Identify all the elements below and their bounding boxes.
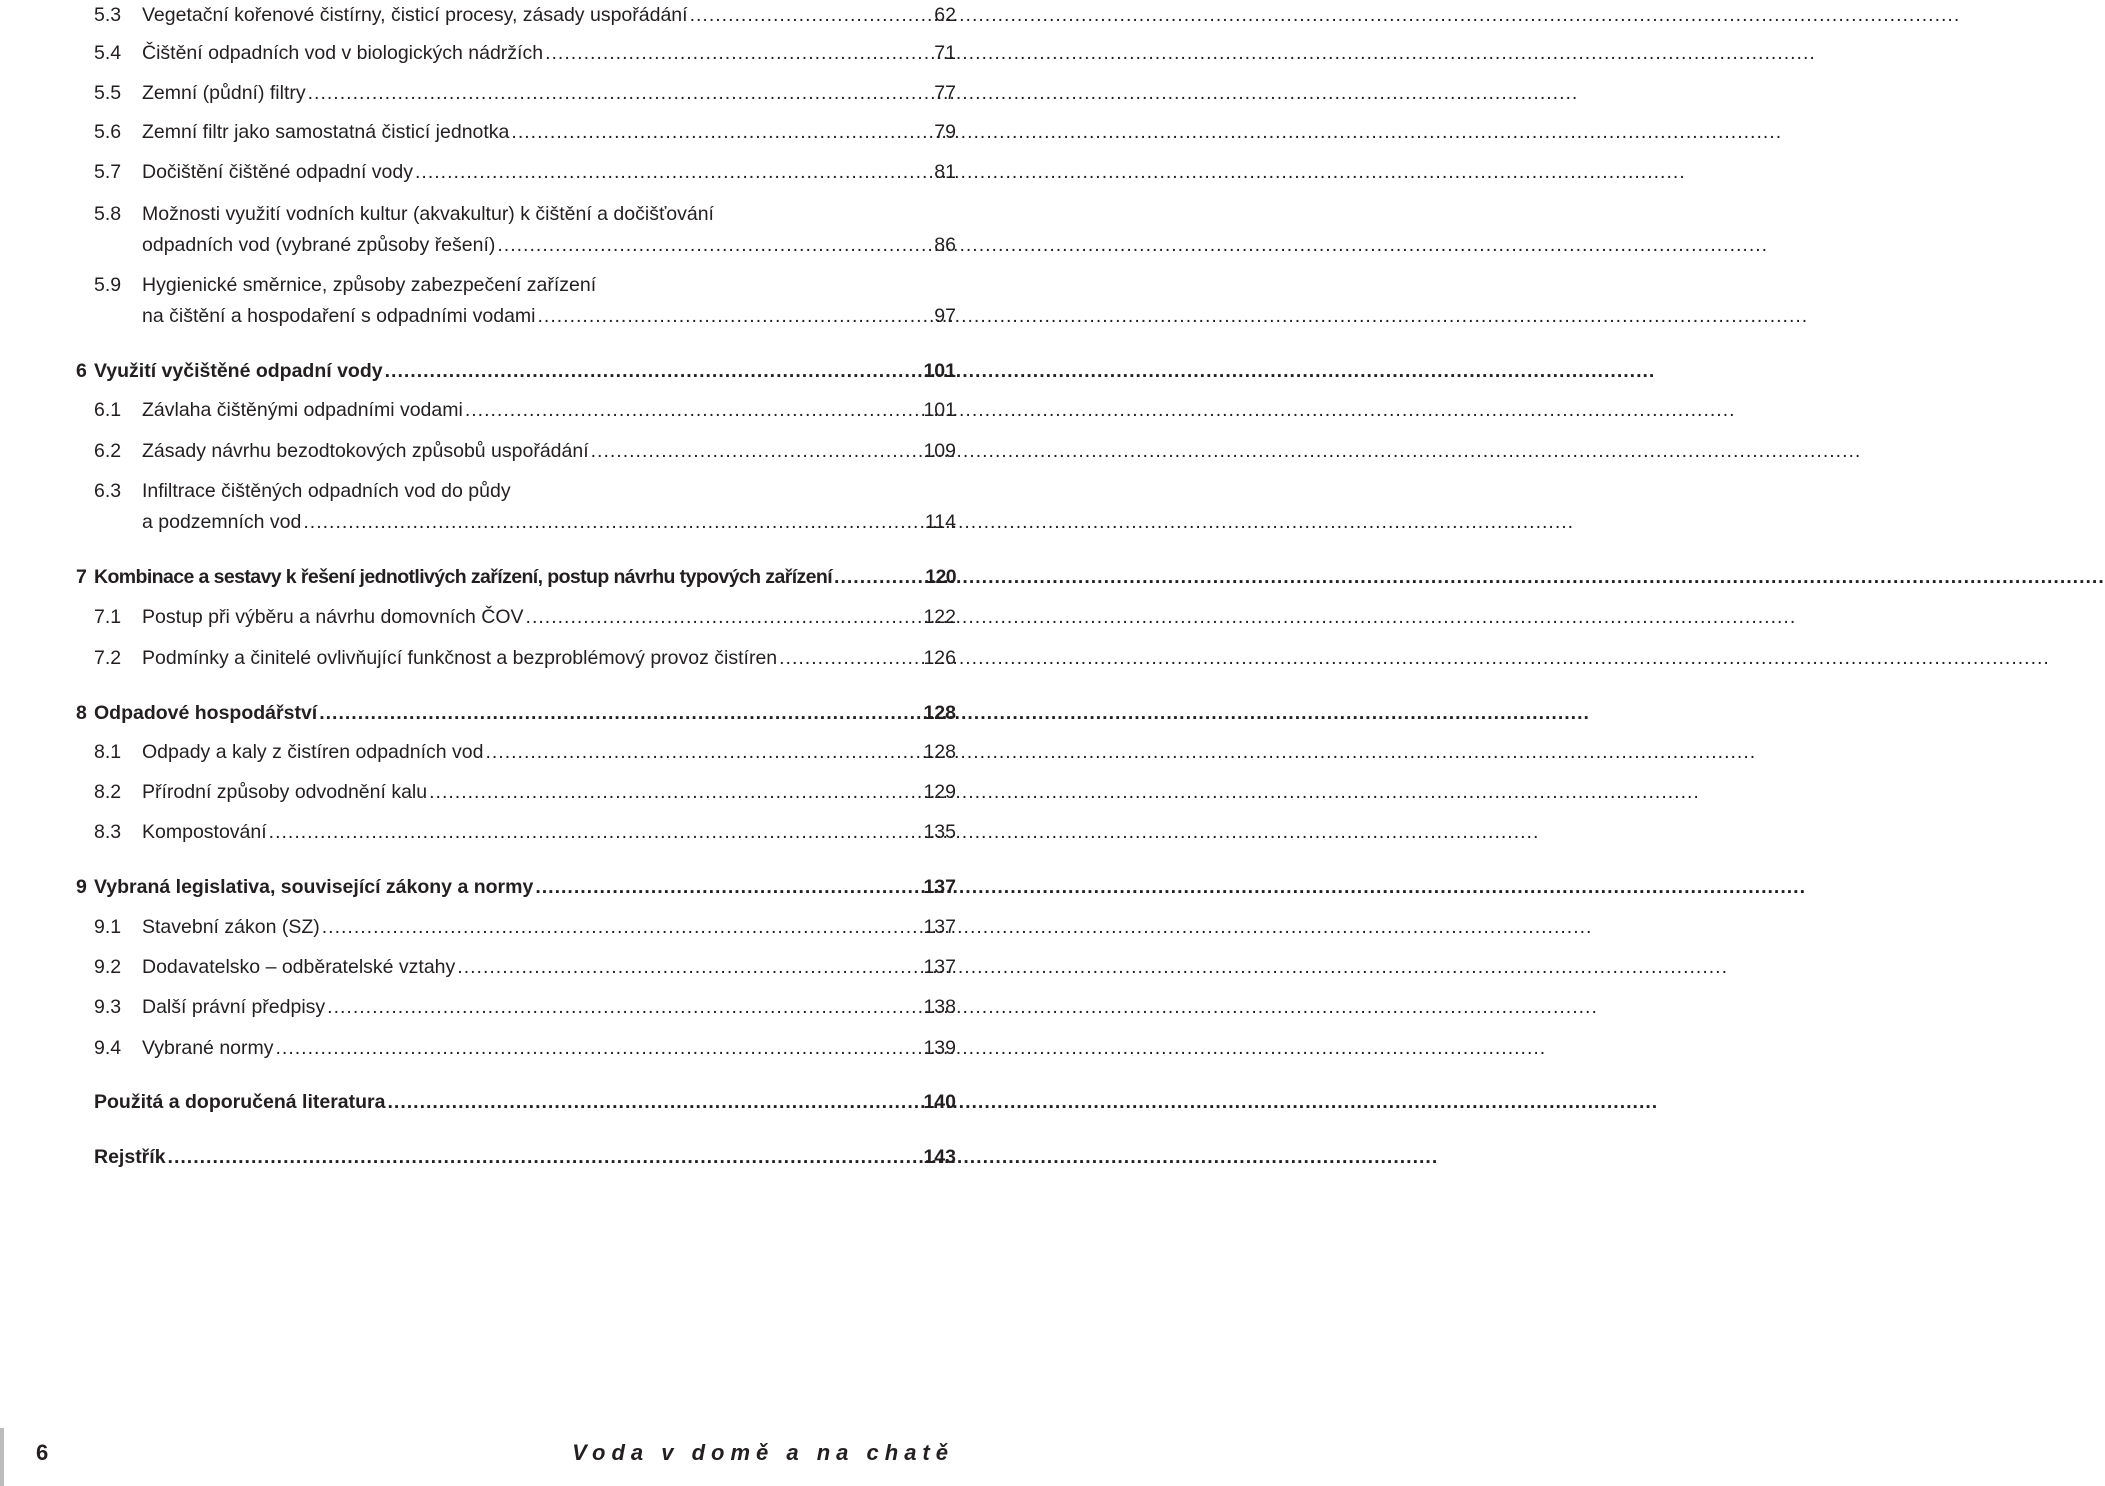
leader-dots [385, 356, 922, 386]
toc-page: 97 [934, 305, 956, 327]
toc-page: 62 [934, 4, 956, 26]
toc-page: 138 [923, 996, 956, 1018]
toc-page: 128 [923, 741, 956, 763]
toc-title: odpadních vod (vybrané způsoby řešení) [142, 234, 496, 256]
toc-title: Přírodní způsoby odvodnění kalu [142, 781, 428, 803]
toc-number: 8 [76, 702, 87, 724]
toc-page: 81 [934, 161, 956, 183]
toc-title-line1: Hygienické směrnice, způsoby zabezpečení zařízení [142, 274, 597, 296]
toc-number: 7.1 [94, 606, 122, 628]
running-book-title: Voda v domě a na chatě [572, 1440, 954, 1465]
toc-title: Zemní filtr jako samostatná čisticí jednotka [142, 121, 510, 143]
toc-number: 6 [76, 360, 87, 382]
toc-number: 5.6 [94, 121, 122, 143]
leader-dots [690, 0, 933, 30]
toc-number: 5.9 [94, 274, 122, 296]
leader-dots [538, 301, 933, 331]
toc-page: 128 [923, 702, 956, 724]
toc-number: 5.7 [94, 161, 122, 183]
leader-dots [415, 157, 932, 187]
toc-page: 86 [934, 234, 956, 256]
toc-number: 9.3 [94, 996, 122, 1018]
toc-number: 6.1 [94, 399, 122, 421]
toc-page: 79 [934, 121, 956, 143]
toc-title: Odpadové hospodářství [94, 702, 318, 724]
toc-title: Dodavatelsko – odběratelské vztahy [142, 956, 456, 978]
leader-dots [327, 992, 921, 1022]
toc-page: 114 [924, 511, 956, 533]
toc-number: 6.2 [94, 440, 122, 462]
leader-dots [485, 737, 921, 767]
toc-number: 9.1 [94, 916, 122, 938]
toc-title: Rejstřík [94, 1146, 166, 1168]
toc-page: 101 [923, 399, 956, 421]
toc-number: 7.2 [94, 647, 122, 669]
leader-dots [526, 602, 922, 632]
toc-title: Použitá a doporučená literatura [94, 1091, 386, 1113]
toc-number: 5.3 [94, 4, 122, 26]
footer-divider [0, 1428, 4, 1486]
leader-dots [269, 817, 922, 847]
leader-dots [457, 952, 921, 982]
toc-page: 77 [934, 82, 956, 104]
toc-number: 7 [76, 566, 87, 588]
leader-dots [545, 38, 932, 68]
toc-title: Vybrané normy [142, 1037, 274, 1059]
toc-title: Zásady návrhu bezodtokových způsobů uspořádání [142, 440, 589, 462]
toc-title: Vybraná legislativa, související zákony a normy [94, 876, 534, 898]
toc-page: 109 [923, 440, 956, 462]
leader-dots [322, 912, 922, 942]
toc-page: 137 [923, 956, 956, 978]
toc-page: 129 [923, 781, 956, 803]
toc-page: 139 [923, 1037, 956, 1059]
page-number: 6 [36, 1440, 49, 1465]
leader-dots [168, 1142, 922, 1172]
toc-title: Odpady a kaly z čistíren odpadních vod [142, 741, 484, 763]
toc-title: Kompostování [142, 821, 267, 843]
toc-title: Stavební zákon (SZ) [142, 916, 320, 938]
toc-page: 71 [934, 42, 956, 64]
leader-dots [465, 395, 922, 425]
toc-number: 5.4 [94, 42, 122, 64]
toc-title: Závlaha čištěnými odpadními vodami [142, 399, 463, 421]
leader-dots [497, 230, 932, 260]
toc-number: 5.5 [94, 82, 122, 104]
leader-dots [319, 698, 921, 728]
toc-title: na čištění a hospodaření s odpadními vodami [142, 305, 536, 327]
toc-page: 120 [925, 566, 956, 588]
toc-page: 101 [923, 360, 956, 382]
leader-dots [308, 78, 933, 108]
toc-title-line1: Infiltrace čištěných odpadních vod do půdy [142, 480, 511, 502]
toc-title: Čištění odpadních vod v biologických nádržích [142, 42, 544, 64]
toc-title: Využití vyčištěné odpadní vody [94, 360, 383, 382]
leader-dots [779, 643, 921, 673]
toc-title-line1: Možnosti využití vodních kultur (akvakultur) k čištění a dočišťování [142, 203, 714, 225]
toc-number: 8.3 [94, 821, 122, 843]
toc-number: 6.3 [94, 480, 122, 502]
toc-title: Dočištění čištěné odpadní vody [142, 161, 414, 183]
leader-dots [429, 777, 921, 807]
toc-page: 140 [923, 1091, 956, 1113]
toc-page: 122 [923, 606, 956, 628]
toc-number: 9 [76, 876, 87, 898]
leader-dots [387, 1087, 921, 1117]
toc-page: 137 [923, 876, 956, 898]
toc-title: Zemní (půdní) filtry [142, 82, 306, 104]
toc-number: 8.2 [94, 781, 122, 803]
toc-page: 126 [923, 647, 956, 669]
toc-number: 9.4 [94, 1037, 122, 1059]
leader-dots [591, 436, 922, 466]
toc-page: 135 [923, 821, 956, 843]
toc-title: Další právní předpisy [142, 996, 326, 1018]
toc-number: 8.1 [94, 741, 122, 763]
leader-dots [535, 872, 921, 902]
toc-page: 137 [923, 916, 956, 938]
toc-page: 143 [923, 1146, 956, 1168]
toc-number: 9.2 [94, 956, 122, 978]
toc-number: 5.8 [94, 203, 122, 225]
toc-title: Kombinace a sestavy k řešení jednotlivých zařízení, postup návrhu typových zařízení [94, 566, 833, 588]
leader-dots [276, 1033, 922, 1063]
leader-dots [303, 507, 923, 537]
leader-dots [834, 562, 923, 592]
leader-dots [511, 117, 932, 147]
toc-title: a podzemních vod [142, 511, 302, 533]
toc-title: Vegetační kořenové čistírny, čisticí procesy, zásady uspořádání [142, 4, 688, 26]
toc-title: Postup při výběru a návrhu domovních ČOV [142, 606, 524, 628]
toc-title: Podmínky a činitelé ovlivňující funkčnost a bezproblémový provoz čistíren [142, 647, 778, 669]
